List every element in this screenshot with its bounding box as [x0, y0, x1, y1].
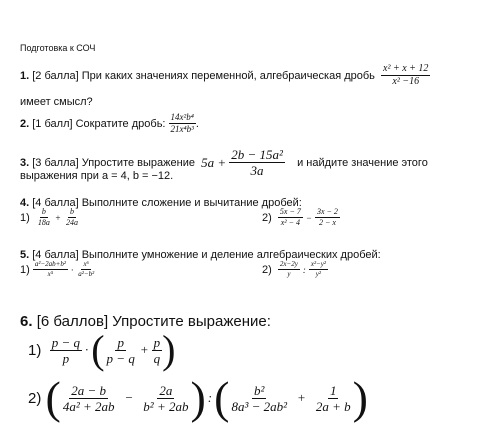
question-4-item-2: [262, 208, 340, 227]
question-2-tail: .: [195, 117, 199, 130]
fraction-numerator: b: [69, 207, 74, 216]
question-6: [20, 313, 271, 330]
fraction-2: [141, 384, 190, 413]
question-3-expression: 5a +: [201, 154, 227, 170]
operator: −: [305, 212, 312, 223]
fraction-numerator: 2x−2y: [279, 260, 298, 268]
fraction-numerator: a²−2ab+b²: [34, 260, 66, 268]
fraction-numerator: 2a: [159, 382, 173, 398]
fraction-numerator: 2a − b: [71, 382, 107, 398]
question-5-item-1: [20, 261, 96, 278]
question-3-mid: и найдите значение этого: [297, 156, 428, 169]
fraction-a: [33, 261, 68, 278]
item-label: 2): [28, 389, 42, 407]
fraction-numerator: x⁶: [83, 260, 89, 268]
question-2-text: [1 балл] Сократите дробь:: [32, 117, 166, 130]
fraction-denominator: p: [62, 350, 70, 366]
fraction-b: [309, 261, 328, 278]
question-4-text: [4 балла] Выполните сложение и вычитание дробей:: [32, 197, 302, 209]
operator: ·: [84, 342, 89, 357]
fraction-numerator: x²−y²: [310, 260, 326, 268]
fraction-denominator: y²: [315, 270, 322, 278]
question-6-number: 6.: [20, 313, 33, 330]
fraction-numerator: p − q: [51, 334, 80, 350]
fraction-numerator: b: [41, 207, 46, 216]
fraction-denominator: p − q: [106, 350, 135, 366]
question-6-item-1: [28, 327, 176, 372]
question-2-fraction: [169, 113, 196, 134]
question-1-text: [2 балла] При каких значениях переменной, алгебраическая дробь: [32, 69, 375, 82]
question-5-text: [4 балла] Выполните умножение и деление алгебраических дробей:: [32, 249, 381, 261]
fraction-numerator: p: [153, 334, 161, 350]
question-1-number: 1.: [20, 69, 30, 82]
question-1: [20, 64, 430, 87]
paren-open: (: [45, 372, 61, 423]
question-2-number: 2.: [20, 117, 30, 130]
item-label: 1): [28, 341, 42, 359]
question-5-number: 5.: [20, 249, 30, 261]
fraction-numerator: p: [117, 334, 124, 350]
question-5-item-2: [262, 261, 328, 278]
operator: +: [139, 342, 149, 357]
operator: −: [124, 390, 134, 405]
fraction-denominator: y: [287, 270, 291, 278]
item-label: 2): [262, 263, 272, 276]
question-1-tail: имеет смысл?: [20, 96, 93, 108]
question-6-item-2: [28, 372, 368, 423]
question-5: [20, 249, 381, 261]
question-3-fraction: [229, 148, 285, 177]
fraction-denominator: 2 − x: [318, 218, 336, 227]
fraction-a: [278, 261, 300, 278]
operator: +: [54, 212, 61, 223]
fraction-numerator: 1: [329, 382, 337, 398]
paren-open: (: [91, 327, 105, 372]
fraction-numerator: 14x²b⁴: [170, 112, 194, 122]
fraction-denominator: 3a: [250, 163, 264, 178]
fraction-numerator: 5x − 7: [279, 207, 301, 216]
question-4-item-1: [20, 208, 80, 227]
question-3-text: [3 балла] Упростите выражение: [32, 156, 195, 169]
fraction-denominator: q: [153, 350, 161, 366]
fraction-numerator: 3x − 2: [316, 207, 338, 216]
question-4-number: 4.: [20, 197, 30, 209]
fraction-1: [50, 336, 82, 365]
item-label: 2): [262, 211, 272, 224]
fraction-b: [315, 208, 340, 227]
operator: +: [297, 390, 306, 405]
fraction-b: [76, 261, 96, 278]
fraction-denominator: 8a³ − 2ab²: [231, 398, 288, 414]
fraction-2: [105, 336, 137, 365]
fraction-3: [229, 384, 289, 413]
paren-close: ): [190, 372, 206, 423]
fraction-denominator: x² − 4: [280, 218, 301, 227]
fraction-denominator: 4a² + 2ab: [62, 398, 115, 414]
paren-close: ): [352, 372, 368, 423]
fraction-4: [314, 384, 353, 413]
operator: :: [302, 264, 306, 275]
item-label: 1): [20, 211, 30, 224]
fraction-numerator: b²: [254, 382, 265, 398]
item-label: 1): [20, 263, 30, 276]
fraction-numerator: 2b − 15a²: [231, 147, 283, 162]
fraction-a: [36, 208, 52, 227]
page-title: Подготовка к СОЧ: [20, 43, 96, 53]
fraction-denominator: 24a: [65, 218, 78, 227]
fraction-b: [64, 208, 80, 227]
fraction-denominator: b² + 2ab: [143, 398, 189, 414]
fraction-denominator: 18a: [37, 218, 50, 227]
question-6-text: [6 баллов] Упростите выражение:: [36, 313, 271, 330]
fraction-denominator: a²−b²: [78, 270, 95, 278]
fraction-denominator: 2a + b: [315, 398, 351, 414]
fraction-denominator: 21x⁴b³: [170, 124, 194, 134]
fraction-numerator: x² + x + 12: [383, 63, 429, 74]
operator: ·: [71, 264, 74, 275]
paren-close: ): [162, 327, 176, 372]
fraction-denominator: x⁵: [47, 270, 54, 278]
fraction-3: [152, 336, 163, 365]
question-3-tail: выражения при a = 4, b = −12.: [20, 170, 174, 182]
fraction-a: [278, 208, 303, 227]
divide-operator: :: [207, 390, 213, 405]
question-2: [20, 113, 199, 134]
question-1-fraction: [381, 64, 430, 87]
paren-open: (: [214, 372, 230, 423]
fraction-denominator: x² −16: [392, 76, 420, 87]
fraction-1: [61, 384, 117, 413]
question-3-number: 3.: [20, 156, 30, 169]
